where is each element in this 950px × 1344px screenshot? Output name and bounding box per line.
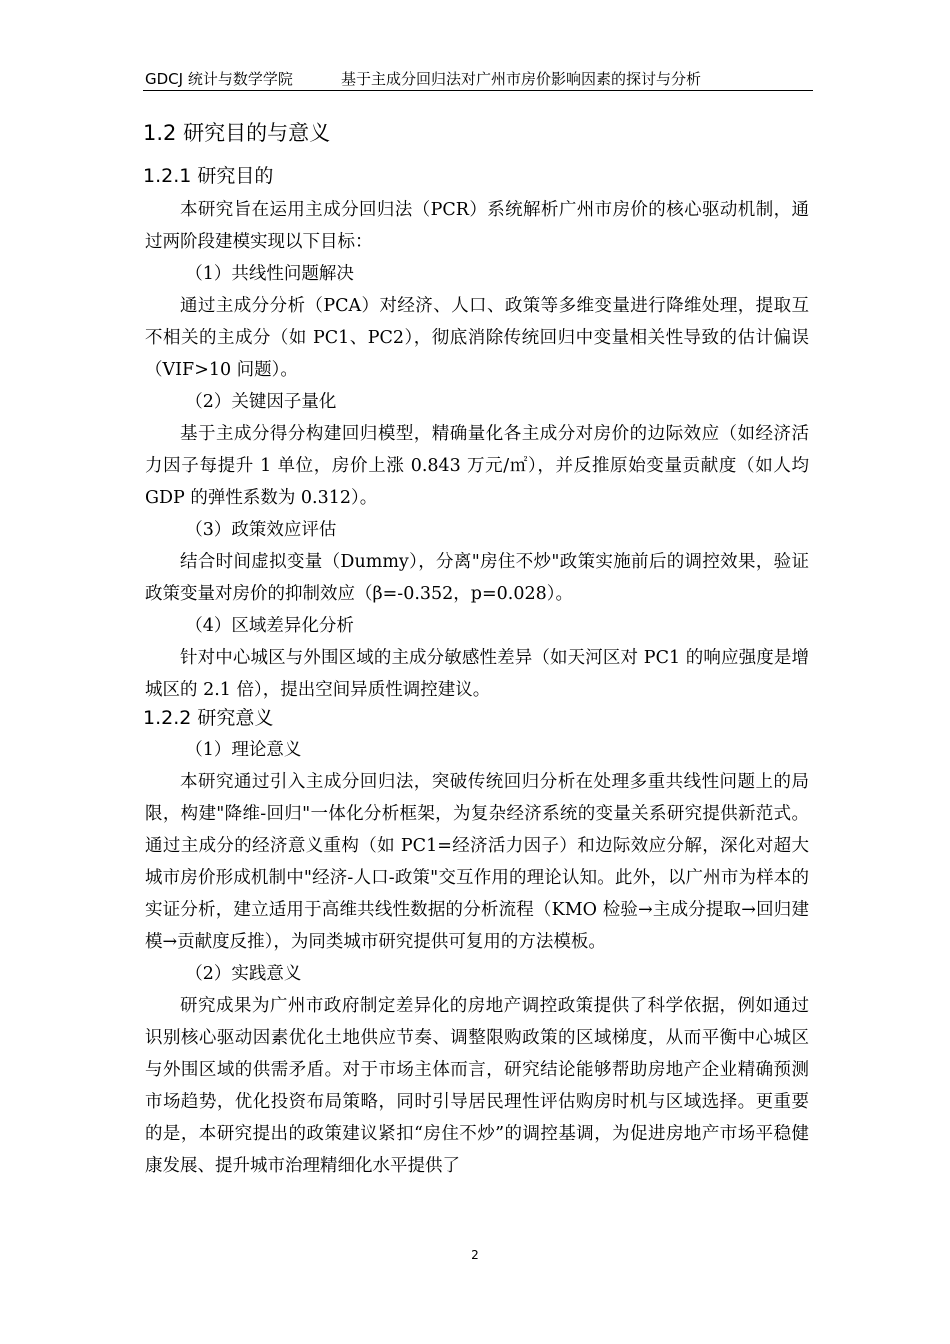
paragraph: 研究成果为广州市政府制定差异化的房地产调控政策提供了科学依据，例如通过识别核心驱动因素优化土地供应节奏、调整限购政策的区域梯度，从而平衡中心城区与外围区域的供需矛盾。对于市场主体而言，研究结论能够帮助房地产企业精确预测市场趋势，优化投资布局策略，同时引导居民理性评估购房时机与区域选择。更重要的是，本研究提出的政策建议紧扣“房住不炒”的调控基调，为促进房地产市场平稳健康发展、提升城市治理精细化水平提供了 — [145, 996, 809, 1176]
header-institution: GDCJ 统计与数学学院 — [145, 70, 293, 88]
subsection-heading-purpose: 1.2.1 研究目的 — [143, 165, 274, 187]
paragraph: 结合时间虚拟变量（Dummy），分离"房住不炒"政策实施前后的调控效果，验证政策变量对房价的抑制效应（β=-0.352，p=0.028）。 — [145, 552, 809, 604]
paragraph: 基于主成分得分构建回归模型，精确量化各主成分对房价的边际效应（如经济活力因子每提升 1 单位，房价上涨 0.843 万元/㎡），并反推原始变量贡献度（如人均 GDP 的弹性系数为 0.312）。 — [145, 424, 809, 508]
paragraph: 本研究旨在运用主成分回归法（PCR）系统解析广州市房价的核心驱动机制，通过两阶段建模实现以下目标： — [145, 200, 809, 252]
paragraph: 本研究通过引入主成分回归法，突破传统回归分析在处理多重共线性问题上的局限，构建"降维-回归"一体化分析框架，为复杂经济系统的变量关系研究提供新范式。通过主成分的经济意义重构（如 PC1=经济活力因子）和边际效应分解，深化对超大城市房价形成机制中"经济-人口-政策"交互作用的理论认知。此外，以广州市为样本的实证分析，建立适用于高维共线性数据的分析流程（KMO 检验→主成分提取→回归建模→贡献度反推），为同类城市研究提供可复用的方法模板。 — [145, 772, 809, 952]
list-item-heading: （3）政策效应评估 — [185, 520, 337, 540]
purpose-body — [145, 194, 809, 706]
subsection-heading-significance: 1.2.2 研究意义 — [143, 707, 274, 729]
running-header — [143, 68, 813, 91]
paragraph: 针对中心城区与外围区域的主成分敏感性差异（如天河区对 PC1 的响应强度是增城区的 2.1 倍），提出空间异质性调控建议。 — [145, 648, 809, 700]
significance-body — [145, 734, 809, 1182]
paragraph: 通过主成分分析（PCA）对经济、人口、政策等多维变量进行降维处理，提取互不相关的主成分（如 PC1、PC2），彻底消除传统回归中变量相关性导致的估计偏误（VIF>10 问题）。 — [145, 296, 809, 380]
list-item-heading: （4）区域差异化分析 — [185, 616, 354, 636]
header-paper-title: 基于主成分回归法对广州市房价影响因素的探讨与分析 — [341, 70, 702, 88]
list-item-heading: （1）共线性问题解决 — [185, 264, 354, 284]
list-item-heading: （1）理论意义 — [185, 740, 302, 760]
list-item-heading: （2）实践意义 — [185, 964, 302, 984]
page-number: 2 — [471, 1248, 479, 1262]
list-item-heading: （2）关键因子量化 — [185, 392, 337, 412]
section-heading: 1.2 研究目的与意义 — [143, 121, 331, 145]
